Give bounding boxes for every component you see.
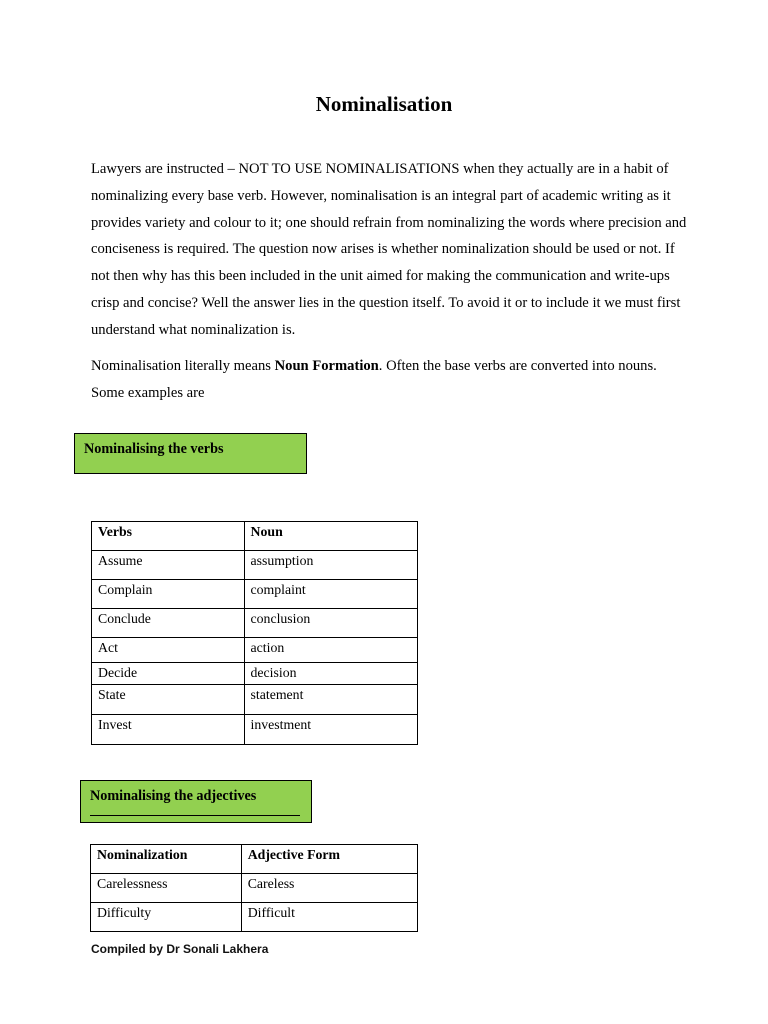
table-row	[91, 903, 418, 932]
table-row	[92, 551, 418, 580]
intro-paragraph: Lawyers are instructed – NOT TO USE NOMINALISATIONS when they actually are in a habit of nominalizing every base verb. However, nominalisation is an integral part of academic writing as it provides variety and colour to it; one should refrain from nominalizing the words where precision and conciseness is required. The question now arises is whether nominalization should be used or not. If not then why has this been included in the unit aimed for making the communication and write-ups crisp and concise? Well the answer lies in the question itself. To avoid it or to include it we must first understand what nominalization is.	[91, 161, 687, 338]
section-heading-adjectives	[80, 780, 312, 823]
table-cell: State	[92, 685, 245, 715]
table-cell: Decide	[92, 663, 245, 685]
table-header-cell: Adjective Form	[241, 845, 417, 874]
verbs-table	[91, 521, 418, 745]
footer-credit: Compiled by Dr Sonali Lakhera	[91, 942, 269, 956]
table-cell: Carelessness	[91, 874, 242, 903]
adjectives-table	[90, 844, 418, 932]
table-cell: Complain	[92, 580, 245, 609]
table-cell: Difficulty	[91, 903, 242, 932]
page-title: Nominalisation	[315, 92, 453, 116]
table-cell: statement	[244, 685, 417, 715]
table-row	[92, 663, 418, 685]
definition-text-start: Nominalisation literally means	[91, 358, 275, 374]
table-cell: complaint	[244, 580, 417, 609]
section-heading-adjectives-label: Nominalising the adjectives	[90, 788, 257, 804]
table-row	[92, 638, 418, 663]
table-cell: decision	[244, 663, 417, 685]
table-row	[92, 609, 418, 638]
table-cell: conclusion	[244, 609, 417, 638]
definition-paragraph	[91, 353, 691, 407]
table-cell: investment	[244, 715, 417, 745]
table-cell: action	[244, 638, 417, 663]
table-cell: Difficult	[241, 903, 417, 932]
table-cell: assumption	[244, 551, 417, 580]
table-header-cell: Noun	[244, 522, 417, 551]
section-heading-verbs: Nominalising the verbs	[74, 433, 307, 474]
table-cell: Act	[92, 638, 245, 663]
table-header-row	[91, 845, 418, 874]
definition-text-end: . Often the base verbs are converted into nouns. Some examples are	[91, 358, 657, 401]
noun-formation-term: Noun Formation	[274, 358, 379, 374]
table-row	[92, 580, 418, 609]
table-row	[91, 874, 418, 903]
table-cell: Invest	[92, 715, 245, 745]
clipped-table-edge	[90, 815, 300, 822]
table-cell: Conclude	[92, 609, 245, 638]
table-header-cell: Nominalization	[91, 845, 242, 874]
table-header-cell: Verbs	[92, 522, 245, 551]
table-cell: Assume	[92, 551, 245, 580]
table-row	[92, 685, 418, 715]
table-header-row	[92, 522, 418, 551]
table-row	[92, 715, 418, 745]
table-cell: Careless	[241, 874, 417, 903]
